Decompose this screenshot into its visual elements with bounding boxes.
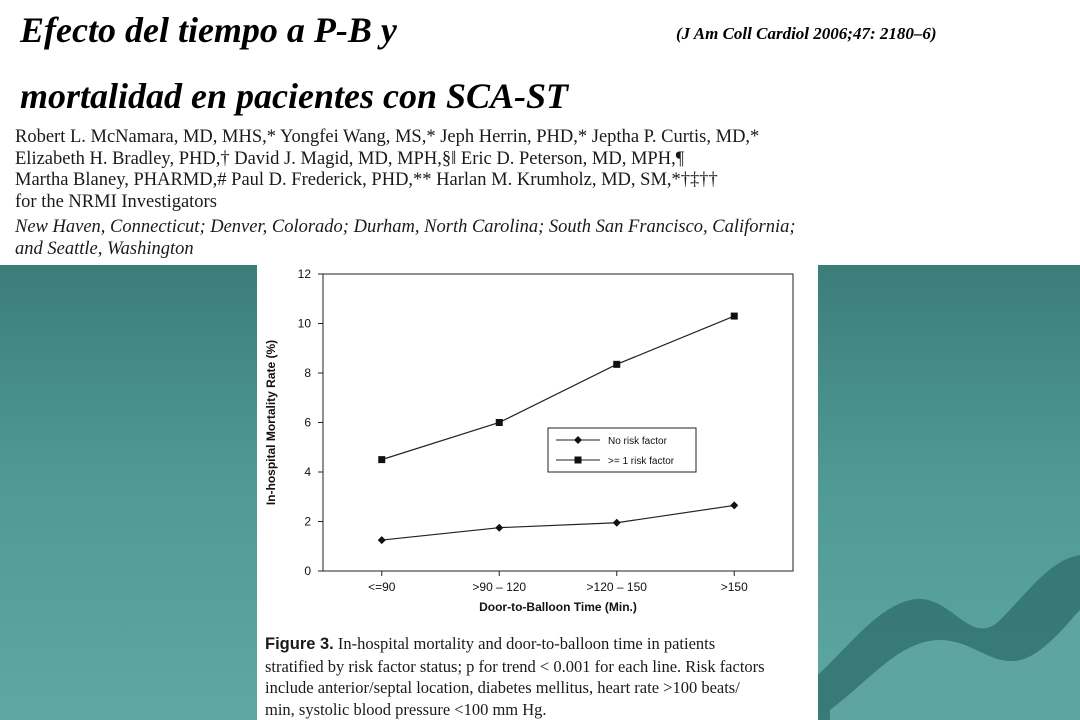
author-line: Martha Blaney, PHARMD,# Paul D. Frederick, PHD,** Harlan M. Krumholz, MD, SM,*†‡†† xyxy=(15,170,718,190)
y-tick-label: 0 xyxy=(304,564,311,578)
data-point xyxy=(730,501,738,509)
x-tick-label: <=90 xyxy=(368,580,396,594)
affiliation-line: and Seattle, Washington xyxy=(15,238,194,259)
y-tick-label: 2 xyxy=(304,514,311,529)
author-line: Elizabeth H. Bradley, PHD,† David J. Magid, MD, MPH,§‖ Eric D. Peterson, MD, MPH,¶ xyxy=(15,148,685,169)
data-point xyxy=(613,361,620,368)
data-point xyxy=(378,536,386,544)
figure-panel xyxy=(257,265,818,720)
author-line: for the NRMI Investigators xyxy=(15,191,217,212)
line-chart xyxy=(257,265,818,630)
affiliation-line: New Haven, Connecticut; Denver, Colorado; Durham, North Carolina; South San Francisco, California; xyxy=(15,217,796,237)
paper-header-excerpt xyxy=(0,124,1080,265)
x-tick-label: >150 xyxy=(720,580,748,594)
decorative-wave xyxy=(800,540,1080,720)
y-tick-label: 8 xyxy=(304,366,311,380)
figure-caption xyxy=(265,633,813,720)
data-point xyxy=(378,456,385,463)
caption-line: min, systolic blood pressure <100 mm Hg. xyxy=(265,699,547,719)
legend-label: No risk factor xyxy=(608,436,667,447)
series-diamond xyxy=(378,501,739,544)
affiliation xyxy=(15,217,796,260)
y-tick-label: 12 xyxy=(297,267,311,281)
series-line xyxy=(382,505,735,540)
x-axis-label: Door-to-Balloon Time (Min.) xyxy=(479,600,637,614)
figure-label: Figure 3. xyxy=(265,635,334,653)
data-point xyxy=(495,524,503,532)
slide-title-line-1: Efecto del tiempo a P-B y xyxy=(20,10,397,50)
y-tick-label: 6 xyxy=(304,415,311,430)
data-point xyxy=(731,313,738,320)
data-point xyxy=(613,519,621,527)
legend-marker xyxy=(575,457,582,464)
author-line: Robert L. McNamara, MD, MHS,* Yongfei Wang, MS,* Jeph Herrin, PHD,* Jeptha P. Curtis, MD,* xyxy=(15,127,760,147)
slide-title-line-2: mortalidad en pacientes con SCA-ST xyxy=(20,76,569,116)
y-tick-label: 10 xyxy=(297,316,311,331)
plot-frame xyxy=(323,274,793,571)
y-tick-label: 4 xyxy=(304,465,311,479)
author-list xyxy=(15,127,759,213)
x-tick-label: >90 – 120 xyxy=(472,580,527,594)
caption-line xyxy=(265,633,813,656)
legend-label: >= 1 risk factor xyxy=(608,456,675,467)
x-tick-label: >120 – 150 xyxy=(586,580,647,594)
caption-text: In-hospital mortality and door-to-balloon time in patients xyxy=(333,634,716,653)
citation: (J Am Coll Cardiol 2006;47: 2180–6) xyxy=(676,24,937,43)
caption-line: stratified by risk factor status; p for trend < 0.001 for each line. Risk factors xyxy=(265,656,765,676)
y-axis-label: In-hospital Mortality Rate (%) xyxy=(264,339,278,506)
data-point xyxy=(496,419,503,426)
caption-line: include anterior/septal location, diabetes mellitus, heart rate >100 beats/ xyxy=(265,678,740,697)
